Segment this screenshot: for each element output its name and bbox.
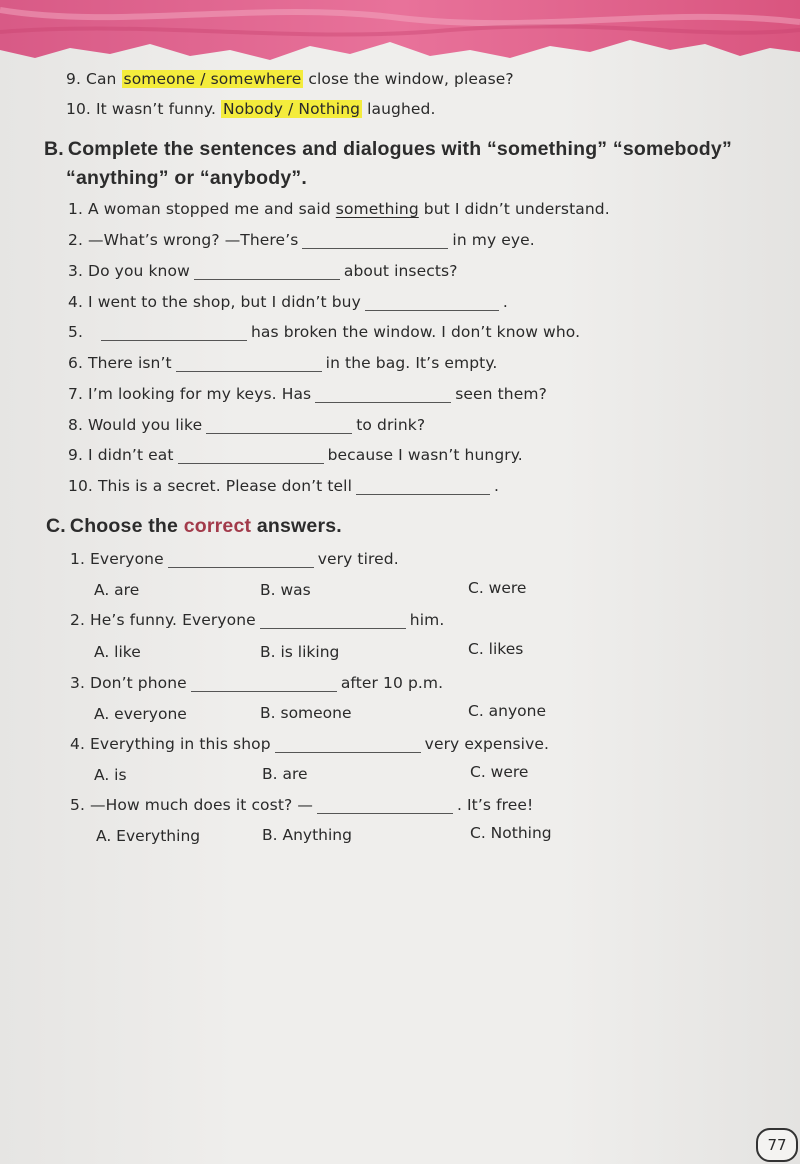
section-b-heading: B. Complete the sentences and dialogues with “something” “somebody” [44,138,732,160]
option-b: B. are [262,765,308,783]
option-c: C. likes [468,640,524,658]
option-c: C. anyone [468,702,547,720]
highlighted-choice: Nobody / Nothing [223,100,361,118]
option-c: C. Nothing [470,824,552,842]
section-b-item-5: 5. has broken the window. I don’t know who. [68,323,581,341]
section-b-item-4: 4. I went to the shop, but I didn’t buy . [68,293,508,311]
highlighted-choice: someone / somewhere [123,70,302,88]
filled-answer: something [335,200,419,218]
section-c-item-2: 2. He’s funny. Everyone him. [70,611,445,629]
section-c-item-3: 3. Don’t phone after 10 p.m. [70,674,444,692]
section-b-heading-line2: “anything” or “anybody”. [66,167,307,189]
section-c-item-4: 4. Everything in this shop very expensive. [70,735,550,753]
answer-blank [101,339,247,341]
answer-blank [194,278,340,280]
option-b: B. someone [260,704,352,722]
option-c: C. were [468,579,527,597]
section-b-item-2: 2. —What’s wrong? —There’s in my eye. [68,231,535,249]
section-c-heading: C. Choose the correct answers. [46,515,342,537]
option-c: C. were [470,763,529,781]
page-number: 77 [756,1128,798,1162]
answer-blank [178,462,324,464]
section-a-item-10: 10. It wasn’t funny. Nobody / Nothing laughed. [66,100,436,118]
option-a: A. Everything [96,827,201,845]
section-b-item-6: 6. There isn’t in the bag. It’s empty. [68,354,498,372]
answer-blank [168,566,314,568]
option-a: A. like [94,643,141,661]
section-b-item-3: 3. Do you know about insects? [68,262,458,280]
section-a-item-9: 9. Can someone / somewhere close the window, please? [66,70,514,88]
section-c-item-5: 5. —How much does it cost? — . It’s free! [70,796,534,814]
answer-blank [302,247,448,249]
option-a: A. is [94,766,127,784]
answer-blank [191,690,337,692]
answer-blank [365,309,499,311]
section-b-item-9: 9. I didn’t eat because I wasn’t hungry. [68,446,523,464]
answer-blank [356,493,490,495]
section-c-item-1: 1. Everyone very tired. [70,550,399,568]
section-b-item-1: 1. A woman stopped me and said something but I didn’t understand. [68,200,610,218]
answer-blank [176,370,322,372]
option-b: B. was [260,581,311,599]
decorative-banner [0,0,800,70]
section-b-item-10: 10. This is a secret. Please don’t tell . [68,477,500,495]
section-b-item-8: 8. Would you like to drink? [68,416,426,434]
answer-blank [317,812,453,814]
answer-blank [275,751,421,753]
option-a: A. are [94,581,140,599]
answer-blank [206,432,352,434]
option-b: B. is liking [260,643,340,661]
option-b: B. Anything [262,826,352,844]
answer-blank [315,401,451,403]
option-a: A. everyone [94,705,187,723]
section-b-item-7: 7. I’m looking for my keys. Has seen them? [68,385,547,403]
answer-blank [260,627,406,629]
